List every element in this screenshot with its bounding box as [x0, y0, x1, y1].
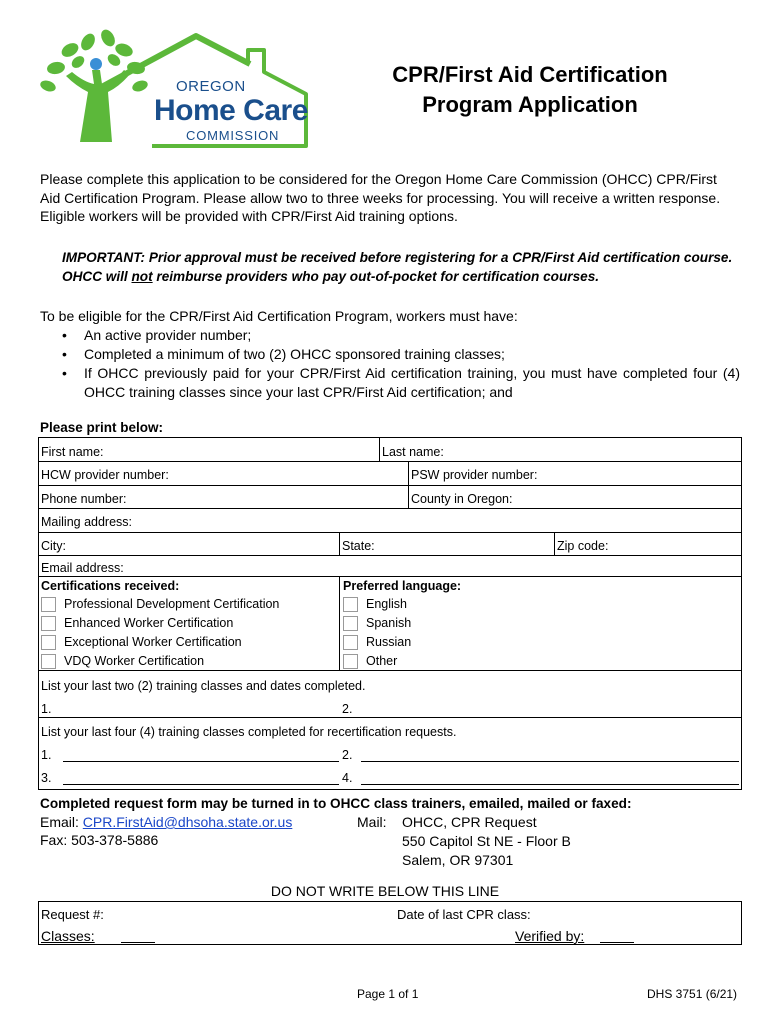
cert-option: VDQ Worker Certification	[64, 654, 205, 668]
language-option: Other	[366, 654, 398, 668]
fax-contact: Fax: 503-378-5886	[40, 832, 159, 848]
first-name-field[interactable]	[39, 438, 379, 461]
psw-provider-field[interactable]	[409, 462, 739, 485]
office-use-box	[38, 901, 742, 945]
email-contact	[40, 813, 292, 832]
first-name-label: First name:	[41, 445, 104, 459]
page-number: Page 1 of 1	[357, 987, 419, 1001]
cert-checkbox[interactable]	[41, 654, 56, 669]
recert-class-3-input[interactable]	[63, 784, 339, 785]
class-number: 1.	[41, 702, 52, 716]
eligibility-item: • An active provider number;	[60, 326, 740, 345]
phone-row	[39, 486, 741, 509]
last-name-label: Last name:	[382, 445, 444, 459]
class-number: 2.	[342, 748, 353, 762]
logo-commission-text: COMMISSION	[186, 128, 280, 143]
eligibility-section	[40, 307, 740, 402]
form-id: DHS 3751 (6/21)	[647, 987, 738, 1001]
request-number-label: Request #:	[41, 907, 104, 922]
class-1-input[interactable]	[53, 715, 333, 716]
class-number: 1.	[41, 748, 52, 762]
mail-line-3: Salem, OR 97301	[402, 852, 514, 868]
cert-language-row	[39, 576, 741, 671]
name-row	[39, 438, 741, 462]
city-label: City:	[41, 539, 66, 553]
cert-checkbox[interactable]	[41, 597, 56, 612]
language-option: Russian	[366, 635, 412, 649]
cert-option: Enhanced Worker Certification	[64, 616, 234, 630]
cert-checkbox[interactable]	[41, 616, 56, 631]
eligibility-item: • If OHCC previously paid for your CPR/First Aid certification training, you must have completed four (4) OHCC training classes since your last CPR/First Aid certification; and	[60, 364, 740, 402]
recert-class-1-input[interactable]	[63, 761, 339, 762]
last-four-classes-row	[39, 718, 741, 790]
classes-label: Classes:	[41, 928, 95, 944]
title-line-2: Program Application	[422, 92, 638, 117]
language-checkbox[interactable]	[343, 654, 358, 669]
important-text-2: reimburse providers who pay out-of-pocket for certification courses.	[152, 269, 600, 284]
last-two-classes-row	[39, 671, 741, 718]
logo-homecare-text: Home Care	[154, 94, 308, 127]
county-label: County in Oregon:	[411, 492, 513, 506]
submit-heading: Completed request form may be turned in to OHCC class trainers, emailed, mailed or faxed:	[40, 796, 632, 811]
cert-checkbox[interactable]	[41, 635, 56, 650]
cert-option: Exceptional Worker Certification	[64, 635, 242, 649]
ohcc-logo	[36, 28, 308, 150]
email-contact-label: Email:	[40, 814, 79, 830]
hcw-provider-label: HCW provider number:	[41, 468, 169, 482]
mailing-label: Mailing address:	[41, 515, 133, 529]
phone-label: Phone number:	[41, 492, 127, 506]
mail-line-1: OHCC, CPR Request	[402, 814, 537, 830]
page-title	[345, 60, 715, 120]
language-checkbox[interactable]	[343, 616, 358, 631]
last-name-field[interactable]	[380, 438, 740, 461]
class-number: 2.	[342, 702, 353, 716]
mail-label: Mail:	[357, 814, 387, 830]
verified-by-label: Verified by:	[515, 928, 585, 944]
logo-oregon-text: OREGON	[176, 78, 246, 95]
psw-provider-label: PSW provider number:	[411, 468, 538, 482]
certifications-heading: Certifications received:	[41, 579, 180, 593]
eligibility-list	[60, 326, 740, 402]
date-last-cpr-label: Date of last CPR class:	[397, 907, 531, 922]
state-field[interactable]	[340, 533, 555, 555]
language-checkbox[interactable]	[343, 597, 358, 612]
email-address-field[interactable]	[39, 556, 739, 576]
language-option: English	[366, 597, 407, 611]
important-text-1: IMPORTANT: Prior approval must be received before registering for a CPR/First Aid certification course. OHCC will	[62, 250, 733, 284]
verified-by-input[interactable]	[600, 942, 634, 943]
do-not-write-notice: DO NOT WRITE BELOW THIS LINE	[270, 883, 500, 899]
zip-field[interactable]	[555, 533, 741, 555]
eligibility-item: • Completed a minimum of two (2) OHCC sponsored training classes;	[60, 345, 740, 364]
important-not: not	[131, 269, 153, 284]
language-checkbox[interactable]	[343, 635, 358, 650]
county-field[interactable]	[409, 486, 739, 508]
eligibility-lead: To be eligible for the CPR/First Aid Certification Program, workers must have:	[40, 308, 518, 324]
important-notice	[62, 248, 742, 286]
classes-input[interactable]	[121, 942, 155, 943]
phone-field[interactable]	[39, 486, 409, 508]
hcw-provider-field[interactable]	[39, 462, 409, 485]
email-label: Email address:	[41, 561, 124, 575]
intro-paragraph: Please complete this application to be considered for the Oregon Home Care Commission (OHCC) CPR/First Aid Certification Program. Please allow two to three weeks for processing. You will receive a written response. Eligible workers will be provided with CPR/First Aid training options.	[40, 171, 721, 224]
mail-line-2: 550 Capitol St NE - Floor B	[402, 833, 571, 849]
cert-option: Professional Development Certification	[64, 597, 280, 611]
title-line-1: CPR/First Aid Certification	[392, 62, 668, 87]
email-link[interactable]: CPR.FirstAid@dhsoha.state.or.us	[82, 814, 293, 830]
recert-class-4-input[interactable]	[361, 784, 739, 785]
zip-label: Zip code:	[557, 539, 609, 553]
recert-class-2-input[interactable]	[361, 761, 739, 762]
provider-row	[39, 462, 741, 486]
mail-address	[402, 813, 571, 870]
class-number: 3.	[41, 771, 52, 785]
last-four-label: List your last four (4) training classes completed for recertification requests.	[41, 725, 457, 739]
language-heading: Preferred language:	[343, 579, 462, 593]
mailing-row	[39, 509, 741, 533]
last-two-label: List your last two (2) training classes and dates completed.	[41, 679, 366, 693]
city-field[interactable]	[39, 533, 339, 555]
class-number: 4.	[342, 771, 353, 785]
form-heading: Please print below:	[40, 420, 164, 435]
language-option: Spanish	[366, 616, 412, 630]
email-row	[39, 556, 741, 576]
city-row	[39, 533, 741, 556]
application-form	[38, 437, 742, 790]
mailing-address-field[interactable]	[39, 509, 739, 532]
state-label: State:	[342, 539, 375, 553]
